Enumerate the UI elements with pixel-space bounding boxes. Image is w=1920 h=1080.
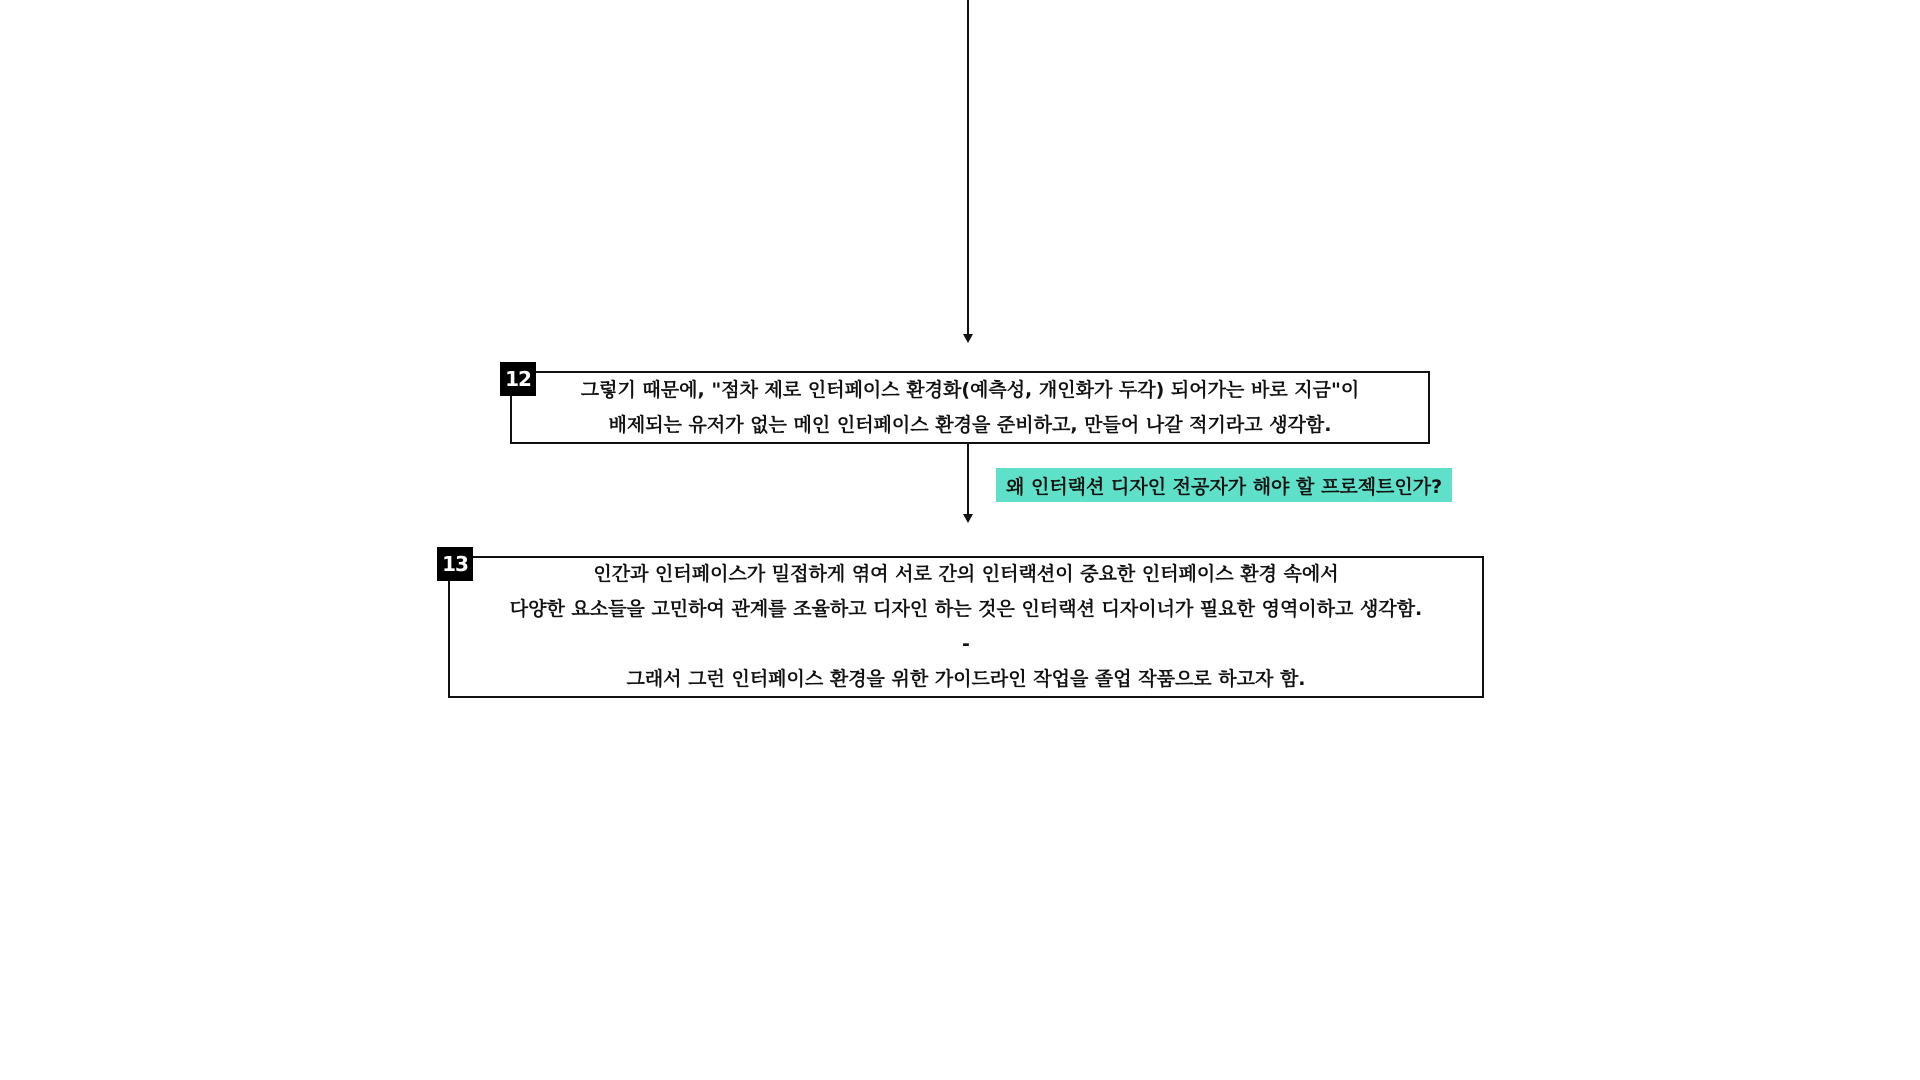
arrowhead-down-icon [963, 514, 973, 523]
step-12-line-1: 그렇기 때문에, "점차 제로 인터페이스 환경화(예측성, 개인화가 두각) 되어가는 바로 지금"이 [580, 378, 1360, 401]
step-13-line-1: 인간과 인터페이스가 밀접하게 엮여 서로 간의 인터랙션이 중요한 인터페이스 환경 속에서 [593, 563, 1339, 585]
connector-line-top [967, 0, 969, 334]
question-highlight-tag: 왜 인터랙션 디자인 전공자가 해야 할 프로젝트인가? [996, 468, 1452, 502]
step-12-line-2: 배제되는 유저가 없는 메인 인터페이스 환경을 준비하고, 만들어 나갈 적기라고 생각함. [608, 413, 1332, 436]
step-13-line-2: 다양한 요소들을 고민하여 관계를 조율하고 디자인 하는 것은 인터랙션 디자이너가 필요한 영역이하고 생각함. [509, 598, 1423, 620]
step-box-13 [448, 556, 1484, 698]
step-13-separator: - [962, 633, 970, 655]
arrowhead-down-icon [963, 334, 973, 343]
step-number-badge-13: 13 [437, 547, 473, 581]
step-number-badge-12: 12 [500, 362, 536, 396]
step-13-line-3: 그래서 그런 인터페이스 환경을 위한 가이드라인 작업을 졸업 작품으로 하고자 함. [626, 668, 1306, 690]
connector-line-middle [967, 444, 969, 514]
step-box-12 [510, 371, 1430, 444]
